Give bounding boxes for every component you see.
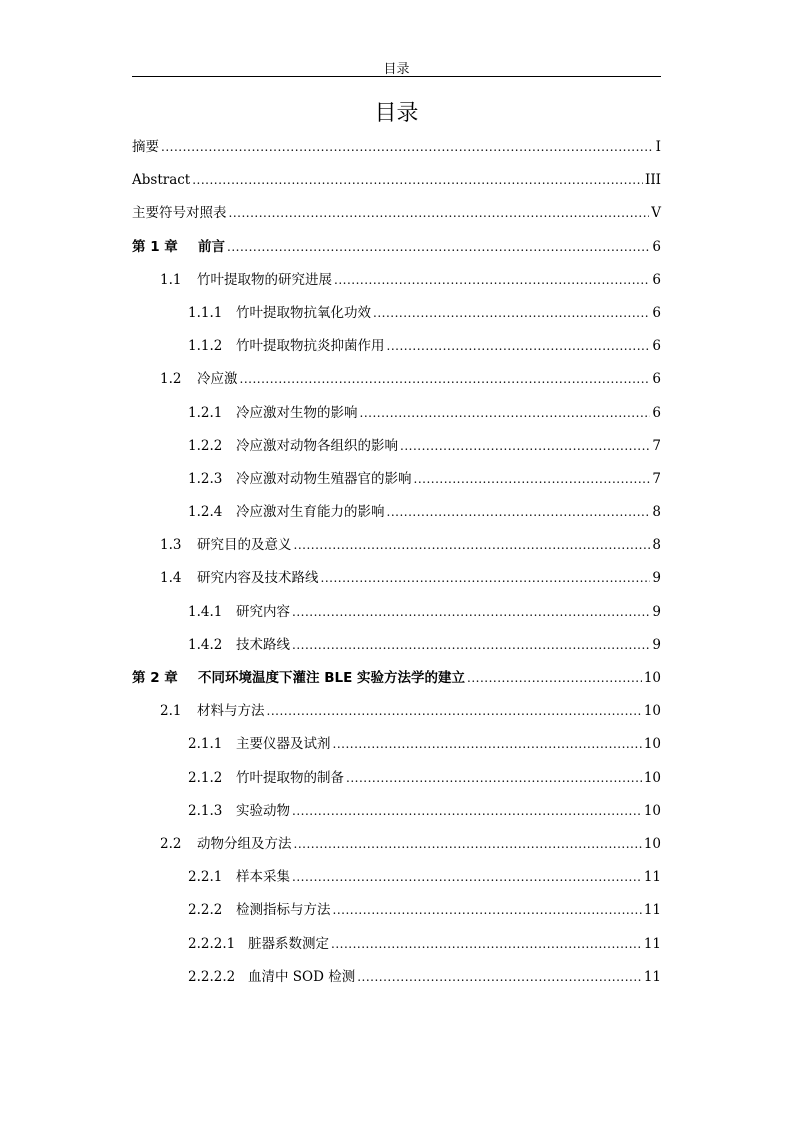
toc-entry-page: 6: [652, 304, 661, 321]
toc-entry[interactable]: [132, 166, 661, 199]
toc-entry-page: 6: [652, 338, 661, 355]
toc-entry-page: 11: [643, 968, 661, 985]
toc-entry-page: 6: [652, 238, 661, 255]
dot-leader: [331, 930, 642, 958]
toc-title: 目录: [374, 101, 419, 126]
toc-entry-number: 1.4: [160, 570, 182, 587]
dot-leader: [400, 432, 650, 460]
toc-entry-page: 9: [652, 636, 661, 653]
toc-entry-page: III: [645, 172, 661, 189]
toc-entry[interactable]: [132, 730, 661, 763]
toc-entry[interactable]: [132, 664, 661, 697]
toc-entry-title: 技术路线: [236, 636, 290, 653]
toc-entry-number: 1.4.1: [188, 603, 223, 620]
dot-leader: [292, 598, 650, 626]
toc-entry[interactable]: [132, 432, 661, 465]
toc-entry-title: 冷应激对生育能力的影响: [236, 504, 385, 521]
toc-entry[interactable]: [132, 266, 661, 299]
toc-entry-title: 冷应激对动物生殖器官的影响: [236, 470, 412, 487]
toc-entry-page: 10: [643, 769, 661, 786]
toc-entry-number: 2.2.2: [188, 902, 223, 919]
toc-entry-number: 1.1.2: [188, 338, 223, 355]
toc-entry-page: 10: [643, 703, 661, 720]
toc-entry[interactable]: [132, 365, 661, 398]
toc-entry-number: 2.2.2.1: [188, 935, 236, 952]
toc-entry[interactable]: [132, 764, 661, 797]
dot-leader: [414, 465, 651, 493]
toc-entry[interactable]: [132, 697, 661, 730]
toc-entry-number: 第 1 章: [132, 238, 178, 255]
toc-entry-title: 竹叶提取物的制备: [236, 769, 344, 786]
toc-entry-number: 第 2 章: [132, 670, 178, 686]
toc-entry-title: 冷应激: [197, 371, 238, 388]
toc-entry[interactable]: [132, 598, 661, 631]
toc-entry-title: 脏器系数测定: [248, 935, 329, 952]
toc-entry[interactable]: [132, 199, 661, 232]
dot-leader: [267, 697, 642, 725]
toc-entry-title: 研究内容及技术路线: [197, 570, 319, 587]
toc-entry[interactable]: [132, 465, 661, 498]
dot-leader: [334, 266, 650, 294]
toc-entry-number: 1.2.3: [188, 470, 223, 487]
toc-entry-page: 8: [652, 537, 661, 554]
toc-entry-title: 检测指标与方法: [236, 902, 331, 919]
toc-entry-page: 11: [643, 869, 661, 886]
dot-leader: [192, 166, 643, 194]
dot-leader: [333, 730, 642, 758]
toc-entry-number: 1.2.1: [188, 404, 223, 421]
toc-entry-title: 竹叶提取物抗炎抑菌作用: [236, 338, 385, 355]
toc-entry-number: 1.2.4: [188, 504, 223, 521]
toc-entry[interactable]: [132, 498, 661, 531]
toc-entry-title: 竹叶提取物的研究进展: [197, 271, 332, 288]
toc-entry-page: 9: [652, 570, 661, 587]
dot-leader: [227, 233, 650, 261]
dot-leader: [387, 332, 651, 360]
toc-entry-page: 11: [643, 902, 661, 919]
toc-entry[interactable]: [132, 531, 661, 564]
toc-entry[interactable]: [132, 863, 661, 896]
toc-entry-title: 主要仪器及试剂: [236, 736, 331, 753]
toc-entry-title: 主要符号对照表: [132, 205, 227, 222]
dot-leader: [346, 764, 642, 792]
dot-leader: [229, 199, 650, 227]
toc-entry-title: 竹叶提取物抗氧化功效: [236, 304, 371, 321]
toc-entry-page: I: [655, 139, 661, 155]
toc-entry-title: 不同环境温度下灌注 BLE 实验方法学的建立: [198, 670, 466, 686]
dot-leader: [292, 797, 642, 825]
toc-entry[interactable]: [132, 332, 661, 365]
toc-entry[interactable]: [132, 299, 661, 332]
toc-entry-number: 2.1.3: [188, 802, 223, 819]
toc-entry-title: 冷应激对生物的影响: [236, 404, 358, 421]
toc-entry-page: 10: [643, 802, 661, 819]
dot-leader: [373, 299, 650, 327]
toc-entry-title: 样本采集: [236, 869, 290, 886]
toc-entry-number: 2.2.2.2: [188, 968, 236, 985]
running-header: 目录: [383, 62, 410, 77]
toc-entry-title: 研究目的及意义: [197, 537, 292, 554]
toc-entry[interactable]: [132, 399, 661, 432]
dot-leader: [333, 896, 642, 924]
toc-entry-page: 8: [652, 504, 661, 521]
dot-leader: [294, 531, 651, 559]
header-rule: [132, 76, 661, 77]
toc-entry[interactable]: [132, 830, 661, 863]
dot-leader: [357, 963, 642, 991]
dot-leader: [292, 863, 642, 891]
toc-entry-title: 材料与方法: [197, 703, 265, 720]
toc-entry[interactable]: [132, 133, 661, 166]
dot-leader: [360, 399, 651, 427]
toc-entry-page: 7: [652, 470, 661, 487]
toc-entry-title: 研究内容: [236, 603, 290, 620]
toc-entry-number: 2.1.1: [188, 736, 223, 753]
dot-leader: [387, 498, 651, 526]
toc-entry-title: 实验动物: [236, 802, 290, 819]
toc-entry-title: 前言: [198, 238, 225, 255]
dot-leader: [240, 365, 651, 393]
toc-entry[interactable]: [132, 797, 661, 830]
toc-entry-title: Abstract: [132, 172, 191, 189]
table-of-contents: [132, 133, 661, 996]
toc-entry[interactable]: [132, 631, 661, 664]
toc-entry-page: V: [651, 205, 661, 222]
toc-entry[interactable]: [132, 896, 661, 929]
toc-entry-number: 1.2: [160, 371, 182, 388]
dot-leader: [321, 564, 651, 592]
dot-leader: [161, 133, 654, 161]
toc-entry-title: 血清中 SOD 检测: [248, 968, 356, 985]
toc-entry-page: 11: [643, 935, 661, 952]
dot-leader: [467, 664, 642, 692]
toc-entry-page: 6: [652, 271, 661, 288]
toc-entry[interactable]: [132, 564, 661, 597]
toc-entry-number: 2.1: [160, 703, 182, 720]
dot-leader: [292, 631, 650, 659]
toc-entry-number: 1.4.2: [188, 636, 223, 653]
toc-entry[interactable]: [132, 930, 661, 963]
toc-entry-number: 2.1.2: [188, 769, 223, 786]
toc-entry-page: 6: [652, 404, 661, 421]
toc-entry-page: 9: [652, 603, 661, 620]
toc-entry-number: 1.3: [160, 537, 182, 554]
toc-entry-number: 2.2.1: [188, 869, 223, 886]
toc-entry-number: 1.2.2: [188, 437, 223, 454]
dot-leader: [294, 830, 642, 858]
toc-entry-title: 动物分组及方法: [197, 835, 292, 852]
toc-entry-number: 2.2: [160, 835, 182, 852]
toc-entry[interactable]: [132, 963, 661, 996]
toc-entry-page: 7: [652, 437, 661, 454]
toc-entry-title: 摘要: [132, 139, 159, 155]
toc-entry-number: 1.1: [160, 271, 182, 288]
toc-entry-number: 1.1.1: [188, 304, 223, 321]
toc-entry-page: 10: [643, 736, 661, 753]
toc-entry-page: 10: [643, 835, 661, 852]
toc-entry-title: 冷应激对动物各组织的影响: [236, 437, 398, 454]
toc-entry-page: 6: [652, 371, 661, 388]
toc-entry[interactable]: [132, 233, 661, 266]
toc-entry-page: 10: [643, 670, 661, 686]
